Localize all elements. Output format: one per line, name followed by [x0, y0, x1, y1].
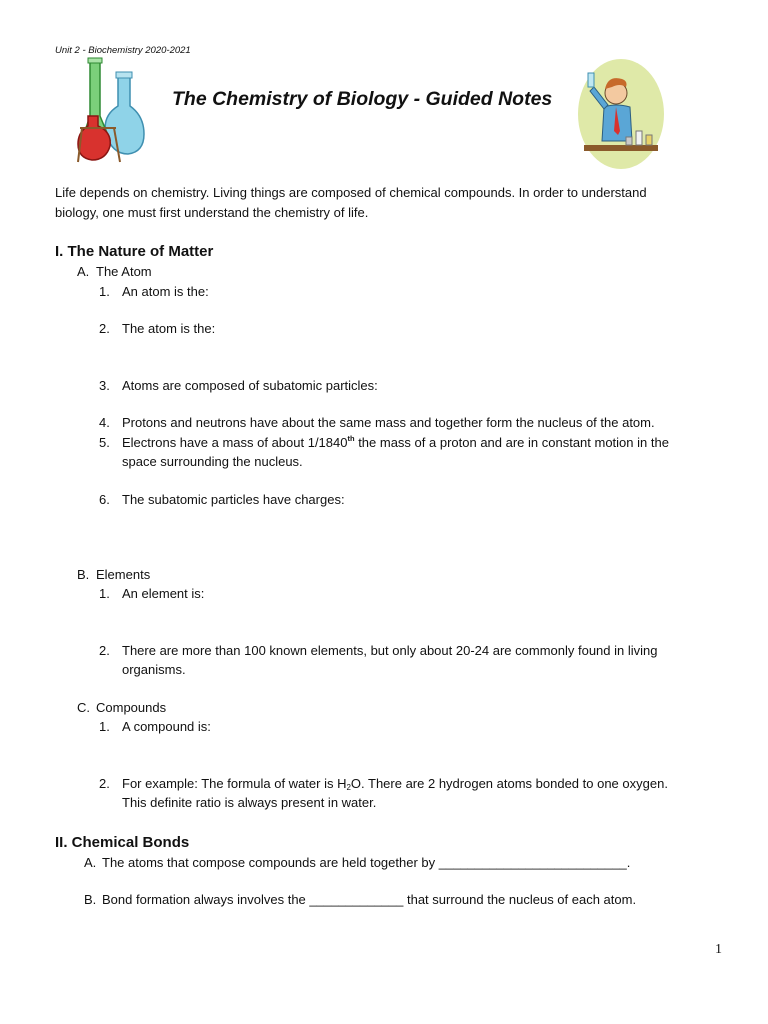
item-label: B. — [84, 892, 97, 907]
item-number: 2. — [99, 321, 110, 336]
list-item: Protons and neutrons have about the same mass and together form the nucleus of the atom. — [122, 415, 655, 430]
page-title: The Chemistry of Biology - Guided Notes — [172, 88, 553, 110]
item-number: 4. — [99, 415, 110, 430]
item-number: 6. — [99, 492, 110, 507]
list-item-continuation: space surrounding the nucleus. — [122, 454, 303, 469]
subsection-c-label: C. — [77, 700, 90, 715]
page-number: 1 — [715, 942, 722, 957]
list-item — [122, 433, 669, 452]
text-run: O. There are 2 hydrogen atoms bonded to one oxygen. — [350, 776, 668, 791]
list-item: Atoms are composed of subatomic particles: — [122, 378, 378, 393]
flasks-illustration — [76, 56, 148, 164]
list-item — [122, 774, 668, 793]
intro-line-2: biology, one must first understand the chemistry of life. — [55, 205, 369, 220]
section-2-heading: II. Chemical Bonds — [55, 834, 190, 851]
list-item: An atom is the: — [122, 284, 209, 299]
subsection-a-title: The Atom — [96, 264, 152, 279]
item-number: 2. — [99, 776, 110, 791]
list-item: The atoms that compose compounds are held together by __________________________. — [102, 855, 631, 870]
list-item-continuation: organisms. — [122, 662, 186, 677]
list-item: An element is: — [122, 586, 205, 601]
superscript: th — [347, 434, 355, 443]
list-item: The subatomic particles have charges: — [122, 492, 345, 507]
item-number: 1. — [99, 586, 110, 601]
scientist-illustration — [576, 57, 666, 171]
unit-label: Unit 2 - Biochemistry 2020-2021 — [55, 45, 191, 56]
subsection-a-label: A. — [77, 264, 90, 279]
subsection-b-label: B. — [77, 567, 90, 582]
intro-line-1: Life depends on chemistry. Living things are composed of chemical compounds. In order to understand — [55, 185, 647, 200]
list-item: A compound is: — [122, 719, 211, 734]
list-item: Bond formation always involves the _____________ that surround the nucleus of each atom. — [102, 892, 637, 907]
section-1-heading: I. The Nature of Matter — [55, 243, 214, 260]
subscript: 2 — [346, 783, 351, 792]
item-number: 2. — [99, 643, 110, 658]
text-run: the mass of a proton and are in constant motion in the — [354, 435, 669, 450]
text-run: Electrons have a mass of about 1/1840 — [122, 435, 348, 450]
item-number: 5. — [99, 435, 110, 450]
item-label: A. — [84, 855, 97, 870]
subsection-b-title: Elements — [96, 567, 151, 582]
item-number: 1. — [99, 719, 110, 734]
item-number: 3. — [99, 378, 110, 393]
item-number: 1. — [99, 284, 110, 299]
text-run: For example: The formula of water is H — [122, 776, 347, 791]
subsection-c-title: Compounds — [96, 700, 167, 715]
list-item: The atom is the: — [122, 321, 216, 336]
list-item-continuation: This definite ratio is always present in water. — [122, 795, 377, 810]
list-item: There are more than 100 known elements, but only about 20-24 are commonly found in living — [122, 643, 658, 658]
